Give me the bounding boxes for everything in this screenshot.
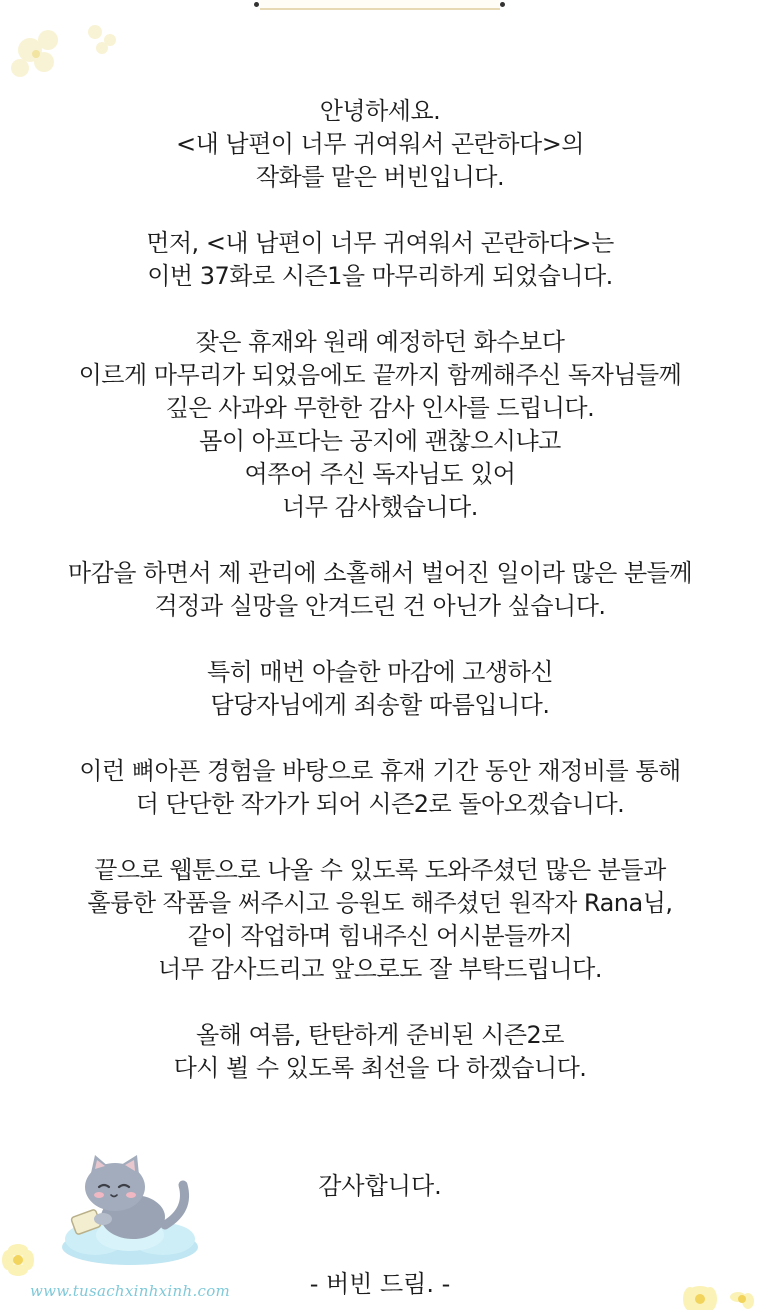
paragraph-manager	[0, 656, 760, 722]
letter-line: 같이 작업하며 힘내주신 어시분들까지	[187, 922, 573, 950]
paragraph-return	[0, 755, 760, 821]
top-frame-tab	[260, 0, 500, 10]
paragraph-thanks	[0, 854, 760, 986]
letter-line: <내 남편이 너무 귀여워서 곤란하다>의	[176, 130, 584, 158]
letter-line: 훌륭한 작품을 써주시고 응원도 해주셨던 원작자 Rana님,	[87, 889, 673, 917]
letter-line: 몸이 아프다는 공지에 괜찮으시냐고	[199, 427, 561, 455]
watermark-text: www.tusachxinhxinh.com	[30, 1282, 231, 1300]
letter-line: 올해 여름, 탄탄하게 준비된 시즌2로	[196, 1021, 564, 1049]
letter-line: 마감을 하면서 제 관리에 소홀해서 벌어진 일이라 많은 분들께	[67, 559, 693, 587]
signature: - 버빈 드림. -	[309, 1270, 451, 1298]
letter-line: 깊은 사과와 무한한 감사 인사를 드립니다.	[165, 394, 595, 422]
letter-line: 특히 매번 아슬한 마감에 고생하신	[206, 658, 554, 686]
letter-line: 끝으로 웹툰으로 나올 수 있도록 도와주셨던 많은 분들과	[94, 856, 666, 884]
letter-line: 너무 감사드리고 앞으로도 잘 부탁드립니다.	[158, 955, 602, 983]
letter-body	[0, 95, 760, 1118]
letter-line: 다시 뵐 수 있도록 최선을 다 하겠습니다.	[173, 1054, 587, 1082]
letter-line: 이번 37화로 시즌1을 마무리하게 되었습니다.	[147, 262, 613, 290]
paragraph-greeting	[0, 95, 760, 194]
closing-thanks: 감사합니다.	[318, 1172, 442, 1200]
letter-line: 더 단단한 작가가 되어 시즌2로 돌아오겠습니다.	[135, 790, 625, 818]
frame-dot-left	[254, 2, 259, 7]
paragraph-deadline	[0, 557, 760, 623]
paragraph-apology	[0, 326, 760, 524]
letter-line: 담당자님에게 죄송할 따름입니다.	[210, 691, 550, 719]
letter-line: 걱정과 실망을 안겨드린 건 아닌가 싶습니다.	[154, 592, 606, 620]
letter-line: 너무 감사했습니다.	[282, 493, 478, 521]
frame-dot-right	[500, 2, 505, 7]
cat-mascot-icon	[55, 1155, 205, 1275]
paragraph-season-end	[0, 227, 760, 293]
letter-line: 안녕하세요.	[319, 97, 441, 125]
letter-line: 여쭈어 주신 독자님도 있어	[244, 460, 516, 488]
paragraph-season2	[0, 1019, 760, 1085]
flower-icon	[0, 10, 140, 100]
letter-line: 작화를 맡은 버빈입니다.	[255, 163, 505, 191]
letter-line: 이르게 마무리가 되었음에도 끝까지 함께해주신 독자님들께	[78, 361, 682, 389]
letter-line: 먼저, <내 남편이 너무 귀여워서 곤란하다>는	[146, 229, 614, 257]
letter-line: 이런 뼈아픈 경험을 바탕으로 휴재 기간 동안 재정비를 통해	[79, 757, 681, 785]
letter-line: 잦은 휴재와 원래 예정하던 화수보다	[195, 328, 565, 356]
